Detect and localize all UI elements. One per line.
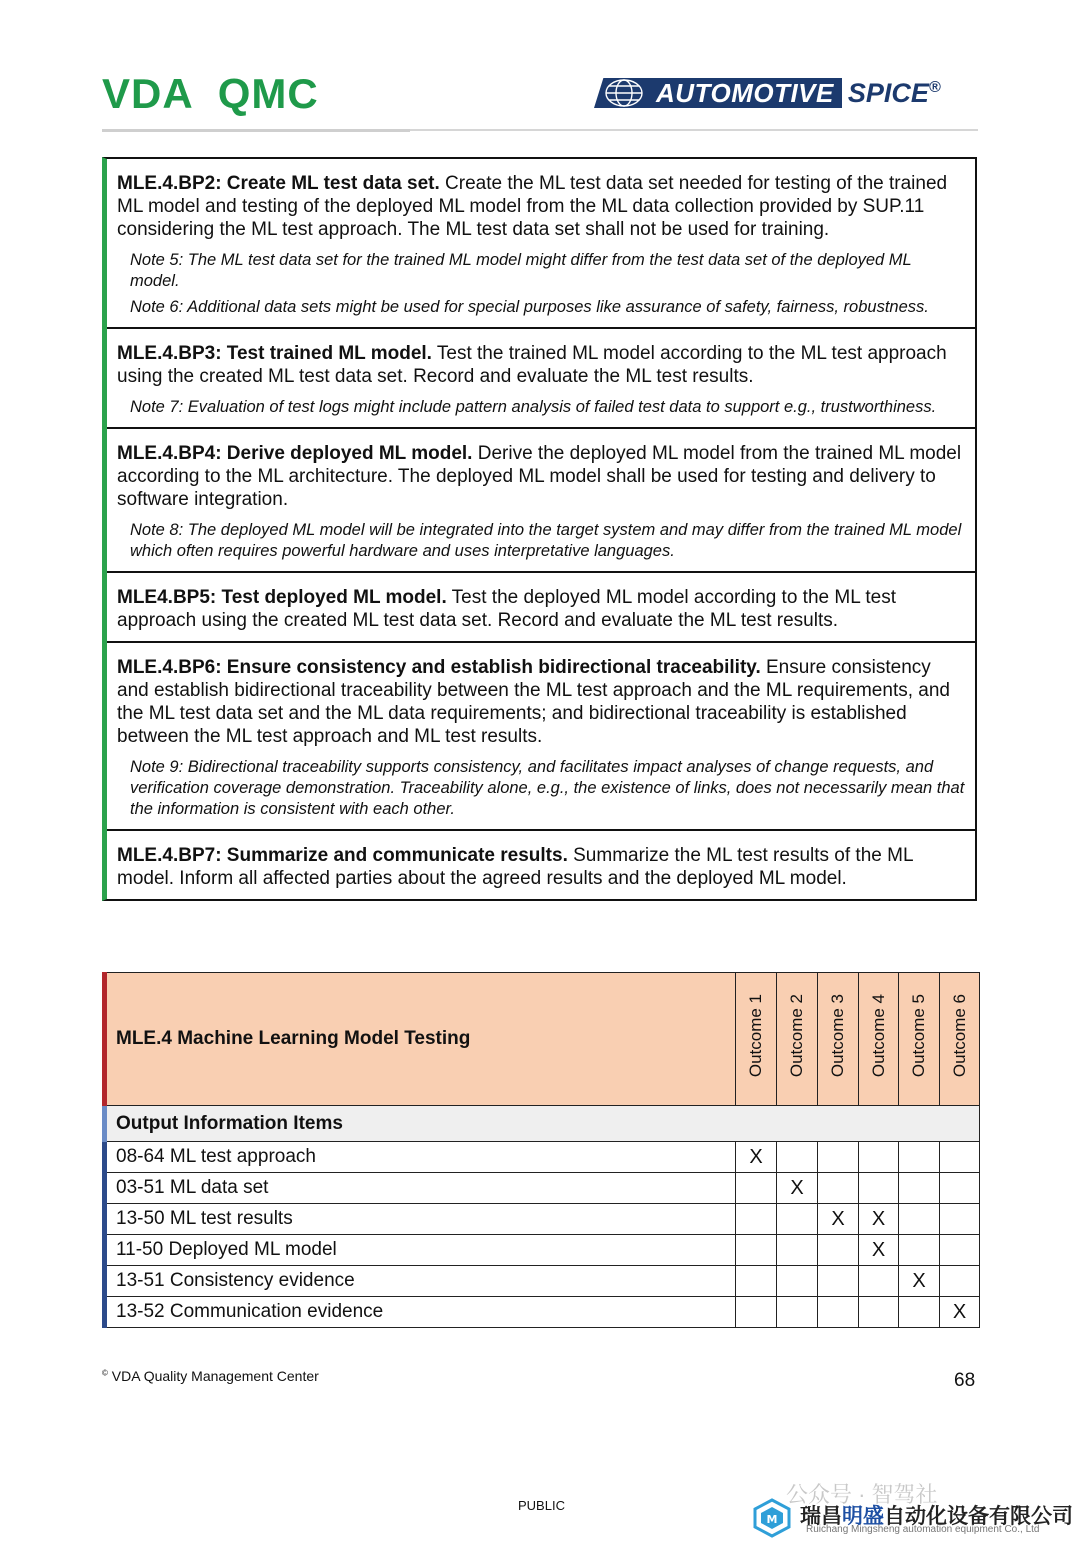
base-practice-title: MLE.4.BP7: Summarize and communicate results.	[117, 845, 568, 866]
outcome-mark-cell	[736, 1266, 777, 1297]
base-practice-description: Create the ML test data set needed for testing of the trained ML model and testing of the deployed ML model from the ML data collection provided by SUP.11 considering the ML test approach. The ML test data set shall not be used for training.	[117, 173, 948, 240]
watermark-text: 公众号 · 智驾社	[786, 1482, 938, 1507]
outcome-header	[777, 973, 818, 1106]
base-practice-row	[107, 573, 975, 643]
outcome-mark-cell	[736, 1173, 777, 1204]
section-row	[105, 1106, 980, 1142]
outcome-mark-cell	[859, 1297, 899, 1328]
outcome-mark-cell	[736, 1297, 777, 1328]
base-practice-description: Ensure consistency and establish bidirectional traceability between the ML test approach and the ML requirements, and the ML test data set and the ML data requirements; and bidirectional traceability is established between the ML test approach and ML test results.	[117, 657, 950, 747]
outcome-mark-cell	[899, 1142, 940, 1173]
outcome-mark-cell: X	[818, 1204, 859, 1235]
outcome-mark-cell	[777, 1204, 818, 1235]
outcome-mark-cell	[899, 1204, 940, 1235]
information-item-label: 13-50 ML test results	[105, 1204, 736, 1235]
base-practice-description: Test the trained ML model according to the ML test approach using the created ML test data set. Record and evaluate the ML test results.	[117, 343, 947, 387]
section-title: Output Information Items	[105, 1106, 980, 1142]
information-item-label: 13-52 Communication evidence	[105, 1297, 736, 1328]
page-number: 68	[954, 1370, 976, 1391]
base-practice-description: Test the deployed ML model according to the ML test approach using the created ML test data set. Record and evaluate the ML test results.	[117, 587, 896, 631]
company-logo-icon	[752, 1498, 792, 1538]
base-practice-text	[117, 172, 965, 241]
base-practice-description: Derive the deployed ML model from the trained ML model according to the ML architecture. The deployed ML model shall be used for testing and delivery to software integration.	[117, 443, 962, 510]
table-row	[105, 1173, 980, 1204]
outcome-mark-cell	[899, 1297, 940, 1328]
base-practice-row	[107, 159, 975, 329]
outcome-mark-cell: X	[859, 1235, 899, 1266]
header-rule-left	[102, 129, 410, 132]
automotive-spice-logo	[594, 77, 941, 109]
information-item-label: 03-51 ML data set	[105, 1173, 736, 1204]
outcome-header	[940, 973, 980, 1106]
outcome-mark-cell	[940, 1142, 980, 1173]
table-row	[105, 1142, 980, 1173]
outcome-label: Outcome 4	[868, 994, 888, 1078]
base-practice-text	[117, 844, 965, 890]
outcome-label: Outcome 6	[949, 994, 969, 1078]
outcome-mark-cell	[899, 1173, 940, 1204]
table-row	[105, 1204, 980, 1235]
information-item-label: 08-64 ML test approach	[105, 1142, 736, 1173]
company-name-cn: 瑞昌明盛自动化设备有限公司	[800, 1505, 1073, 1528]
outcome-mark-cell	[859, 1142, 899, 1173]
base-practice-text	[117, 442, 965, 511]
outcome-mark-cell	[777, 1266, 818, 1297]
matrix-title: MLE.4 Machine Learning Model Testing	[105, 973, 736, 1106]
base-practices-table	[102, 157, 977, 901]
base-practice-text	[117, 656, 965, 748]
base-practice-note: Note 6: Additional data sets might be used for special purposes like assurance of safety, fairness, robustness.	[130, 298, 929, 316]
outcome-mark-cell	[818, 1235, 859, 1266]
information-item-label: 11-50 Deployed ML model	[105, 1235, 736, 1266]
base-practice-row	[107, 643, 975, 831]
outcome-header	[859, 973, 899, 1106]
base-practice-text	[117, 342, 965, 388]
outcome-mark-cell	[736, 1204, 777, 1235]
outcome-mark-cell: X	[899, 1266, 940, 1297]
outcome-mark-cell	[736, 1235, 777, 1266]
outcome-mark-cell	[818, 1297, 859, 1328]
svg-text:M: M	[766, 1513, 778, 1526]
outcome-label: Outcome 3	[828, 994, 847, 1078]
outcome-mark-cell: X	[940, 1297, 980, 1328]
outcome-mark-cell	[777, 1297, 818, 1328]
base-practice-row	[107, 329, 975, 429]
table-row	[105, 1266, 980, 1297]
outcome-mark-cell	[940, 1204, 980, 1235]
base-practice-row	[107, 831, 975, 899]
outcome-mark-cell	[859, 1173, 899, 1204]
outcome-mark-cell	[777, 1235, 818, 1266]
outcome-mark-cell: X	[736, 1142, 777, 1173]
globe-icon	[594, 78, 646, 108]
outcome-mark-cell	[940, 1235, 980, 1266]
base-practice-title: MLE.4.BP4: Derive deployed ML model.	[117, 443, 473, 464]
base-practice-title: MLE.4.BP3: Test trained ML model.	[117, 343, 432, 364]
base-practice-note: Note 8: The deployed ML model will be integrated into the target system and may differ from the trained ML model which often requires powerful hardware and uses interpretative languages.	[130, 521, 962, 560]
brand-automotive: AUTOMOTIVE	[646, 78, 842, 108]
outcome-mark-cell	[818, 1142, 859, 1173]
company-name-en: Ruichang Mingsheng automation equipment Co., Ltd	[806, 1524, 1040, 1535]
copyright: © VDA Quality Management Center	[102, 1368, 319, 1384]
classification-label: PUBLIC	[518, 1498, 565, 1513]
vda-qmc-logo	[102, 70, 319, 118]
outcome-mark-cell	[859, 1266, 899, 1297]
outcome-mark-cell	[899, 1235, 940, 1266]
vda-logo-text: VDA	[102, 70, 194, 117]
outcome-header	[899, 973, 940, 1106]
outcome-mark-cell: X	[777, 1173, 818, 1204]
outcome-header	[818, 973, 859, 1106]
base-practice-title: MLE.4.BP6: Ensure consistency and establish bidirectional traceability.	[117, 657, 761, 678]
table-row	[105, 1235, 980, 1266]
header-rule-right	[410, 129, 978, 131]
outcome-mark-cell	[818, 1266, 859, 1297]
base-practice-text	[117, 586, 965, 632]
base-practice-note: Note 9: Bidirectional traceability supports consistency, and facilitates impact analyses of change requests, and verification coverage demonstration. Traceability alone, e.g., the existence of links, does not necessarily mean that the information is consistent with each other.	[130, 758, 965, 818]
outcome-label: Outcome 2	[787, 994, 806, 1078]
brand-spice: SPICE®	[847, 77, 941, 108]
outcome-mark-cell: X	[859, 1204, 899, 1235]
outcome-matrix	[102, 972, 980, 1328]
outcome-label: Outcome 1	[746, 994, 765, 1078]
base-practice-title: MLE4.BP5: Test deployed ML model.	[117, 587, 447, 608]
base-practice-title: MLE.4.BP2: Create ML test data set.	[117, 173, 440, 194]
outcome-header	[736, 973, 777, 1106]
outcome-mark-cell	[940, 1266, 980, 1297]
outcome-label: Outcome 5	[909, 994, 928, 1078]
outcome-mark-cell	[777, 1142, 818, 1173]
qmc-logo-text: QMC	[217, 70, 319, 117]
information-item-label: 13-51 Consistency evidence	[105, 1266, 736, 1297]
outcome-mark-cell	[818, 1173, 859, 1204]
base-practice-row	[107, 429, 975, 573]
base-practice-note: Note 7: Evaluation of test logs might include pattern analysis of failed test data to support e.g., trustworthiness.	[130, 398, 937, 416]
base-practice-note: Note 5: The ML test data set for the trained ML model might differ from the test data set of the deployed ML model.	[130, 251, 912, 290]
base-practice-description: Summarize the ML test results of the ML model. Inform all affected parties about the agreed results and the deployed ML model.	[117, 845, 913, 889]
table-row	[105, 1297, 980, 1328]
matrix-header-row	[105, 973, 980, 1106]
outcome-mark-cell	[940, 1173, 980, 1204]
